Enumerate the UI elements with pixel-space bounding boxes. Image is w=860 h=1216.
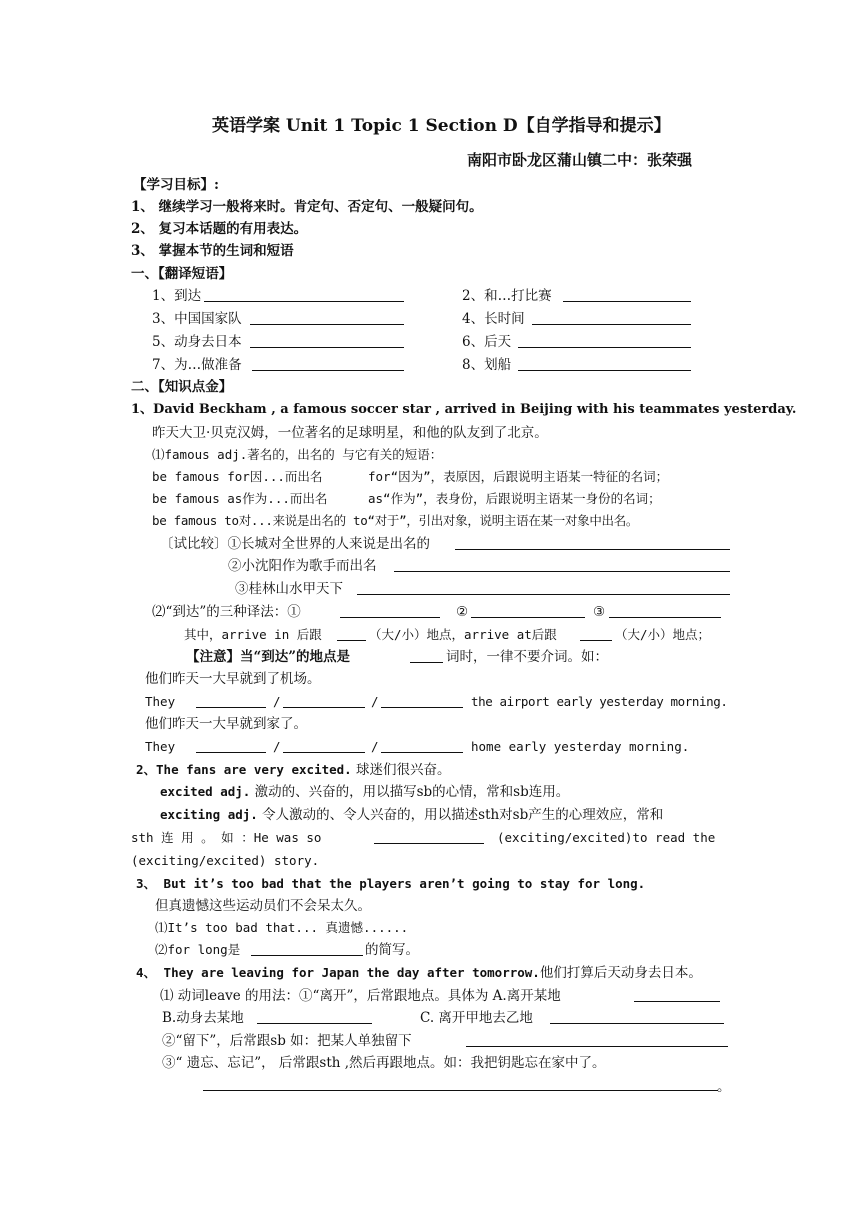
answer-blank[interactable] <box>374 843 484 844</box>
phrase-item-7 <box>152 355 242 375</box>
goal-item-1: 1、 继续学习一般将来时。肯定句、否定句、一般疑问句。 <box>131 199 483 215</box>
answer-blank[interactable] <box>518 370 691 371</box>
notice-text: 【注意】当“到达”的地点是 <box>186 649 351 665</box>
point3-sentence: 3、 But it’s too bad that the players aren’t going to stay for long. <box>136 876 646 891</box>
arrive-at-rule: （大/小）地点，arrive at后跟 <box>369 627 557 642</box>
answer-blank[interactable] <box>196 707 266 708</box>
answer-blank[interactable] <box>455 549 730 550</box>
exciting-def <box>160 805 663 825</box>
famous-for-phrase: be famous for因...而出名 <box>152 469 323 484</box>
example1-en-end: the airport early yesterday morning. <box>471 694 728 709</box>
answer-blank[interactable] <box>518 347 691 348</box>
point2-sentence <box>136 760 451 780</box>
slash: / <box>273 739 281 754</box>
leave-usage-2: ②“留下”，后常跟sb 如：把某人单独留下 <box>162 1033 412 1049</box>
phrase-item-5 <box>152 332 242 352</box>
answer-blank[interactable] <box>580 640 612 641</box>
point4-sentence <box>136 963 702 983</box>
answer-blank[interactable] <box>634 1001 720 1002</box>
phrase-label: 2、和…打比赛 <box>462 288 552 304</box>
answer-blank[interactable] <box>252 370 404 371</box>
phrase-label: 6、后天 <box>462 334 512 350</box>
answer-blank[interactable] <box>196 752 266 753</box>
phrase-label: 8、划船 <box>462 357 512 373</box>
answer-blank[interactable] <box>283 707 365 708</box>
leave-usage-1: ⑴ 动词leave 的用法：①“离开”，后常跟地点。具体为 A.离开某地 <box>160 988 561 1004</box>
answer-blank[interactable] <box>381 707 463 708</box>
point1-translation: 昨天大卫·贝克汉姆，一位著名的足球明星，和他的队友到了北京。 <box>152 425 548 441</box>
leave-usage-b: B.动身去某地 <box>162 1010 244 1026</box>
arrive-translations: ⑵“到达”的三种译法：① <box>152 604 301 620</box>
slash: / <box>371 694 379 709</box>
slash: / <box>371 739 379 754</box>
phrase-label: 3、中国国家队 <box>152 311 242 327</box>
famous-as-phrase: be famous as作为...而出名 <box>152 491 328 506</box>
example1-cn: 他们昨天一大早就到了机场。 <box>145 671 321 687</box>
section1-heading: 一、【翻译短语】 <box>131 266 233 282</box>
answer-blank[interactable] <box>357 594 730 595</box>
arrive-in-rule: 其中，arrive in 后跟 <box>184 627 322 642</box>
section2-heading: 二、【知识点金】 <box>131 379 233 395</box>
arrive-rule-end: （大/小）地点； <box>615 627 711 642</box>
answer-blank[interactable] <box>337 640 366 641</box>
exciting-word: exciting adj. <box>160 807 258 822</box>
answer-blank[interactable] <box>471 617 585 618</box>
goals-heading: 【学习目标】: <box>133 177 219 193</box>
for-long-note-end: 的简写。 <box>365 942 419 958</box>
point3-translation: 但真遗憾这些运动员们不会呆太久。 <box>155 898 371 914</box>
answer-blank[interactable] <box>563 301 691 302</box>
compare-item-3: ③桂林山水甲天下 <box>235 581 343 597</box>
notice-rule-end: 词时，一律不要介词。如： <box>446 649 608 665</box>
example2-cn: 他们昨天一大早就到家了。 <box>145 716 307 732</box>
point2-en: 2、The fans are very excited. <box>136 762 352 777</box>
excited-word: excited adj. <box>160 784 251 799</box>
too-bad-note: ⑴It’s too bad that... 真遗憾...... <box>155 920 409 935</box>
author-line: 南阳市卧龙区蒲山镇二中：张荣强 <box>467 151 693 169</box>
slash: / <box>273 694 281 709</box>
document-title: 英语学案 Unit 1 Topic 1 Section D【自学指导和提示】 <box>212 116 671 136</box>
phrase-label: 4、长时间 <box>462 311 525 327</box>
answer-blank[interactable] <box>250 347 404 348</box>
end-period: 。 <box>717 1079 731 1095</box>
phrase-item-2 <box>462 286 552 306</box>
arrive-option-3: ③ <box>593 604 606 620</box>
phrase-label: 1、到达 <box>152 288 202 304</box>
answer-blank[interactable] <box>466 1046 728 1047</box>
answer-blank[interactable] <box>203 1090 718 1091</box>
answer-blank[interactable] <box>532 324 691 325</box>
famous-for-explain: for“因为”，表原因，后跟说明主语某一特征的名词； <box>368 469 669 484</box>
famous-note: ⑴famous adj.著名的，出名的 与它有关的短语： <box>152 447 443 462</box>
exciting-example: sth 连 用 。 如 ：He was so <box>131 830 322 845</box>
exciting-desc: 令人激动的、令人兴奋的，用以描述sth对sb产生的心理效应，常和 <box>257 807 664 823</box>
example2-en-end: home early yesterday morning. <box>471 739 690 754</box>
famous-to-phrase: be famous to对...来说是出名的 to“对于”，引出对象，说明主语在某一对象中出名。 <box>152 513 639 528</box>
answer-blank[interactable] <box>394 571 730 572</box>
exciting-example-choice: (exciting/excited)to read the <box>497 830 716 845</box>
answer-blank[interactable] <box>250 324 404 325</box>
goal-item-2: 2、 复习本话题的有用表达。 <box>131 221 308 237</box>
answer-blank[interactable] <box>410 662 443 663</box>
leave-usage-c: C. 离开甲地去乙地 <box>420 1010 533 1026</box>
excited-def <box>160 782 569 802</box>
point1-sentence: 1、David Beckham , a famous soccer star , arrived in Beijing with his teammates yesterday. <box>131 402 797 417</box>
notice-rule <box>186 647 350 667</box>
phrase-item-1 <box>152 286 201 306</box>
famous-as-explain: as“作为”，表身份，后跟说明主语某一身份的名词； <box>368 491 661 506</box>
example2-en-start: They <box>145 739 176 754</box>
phrase-item-6 <box>462 332 511 352</box>
excited-desc: 激动的、兴奋的，用以描写sb的心情，常和sb连用。 <box>250 784 570 800</box>
phrase-item-8 <box>462 355 511 375</box>
arrive-option-2: ② <box>456 604 469 620</box>
goal-item-3: 3、 掌握本节的生词和短语 <box>131 243 294 259</box>
answer-blank[interactable] <box>204 301 404 302</box>
answer-blank[interactable] <box>257 1023 372 1024</box>
point2-cn: 球迷们很兴奋。 <box>351 762 451 778</box>
answer-blank[interactable] <box>381 752 463 753</box>
answer-blank[interactable] <box>340 617 440 618</box>
leave-usage-3: ③“ 遗忘、忘记”， 后常跟sth ,然后再跟地点。如：我把钥匙忘在家中了。 <box>162 1055 606 1071</box>
point4-cn: 他们打算后天动身去日本。 <box>539 965 702 981</box>
phrase-label: 5、动身去日本 <box>152 334 242 350</box>
answer-blank[interactable] <box>251 955 363 956</box>
phrase-item-3 <box>152 309 242 329</box>
answer-blank[interactable] <box>609 617 721 618</box>
compare-item-1: 〔试比较〕①长城对全世界的人来说是出名的 <box>160 536 430 552</box>
for-long-note: ⑵for long是 <box>155 942 241 957</box>
answer-blank[interactable] <box>550 1023 724 1024</box>
phrase-item-4 <box>462 309 525 329</box>
exciting-example-end: (exciting/excited) story. <box>131 853 320 868</box>
answer-blank[interactable] <box>283 752 365 753</box>
phrase-label: 7、为…做准备 <box>152 357 242 373</box>
point4-en: 4、 They are leaving for Japan the day after tomorrow. <box>136 965 540 980</box>
example1-en-start: They <box>145 694 176 709</box>
compare-item-2: ②小沈阳作为歌手而出名 <box>228 558 377 574</box>
